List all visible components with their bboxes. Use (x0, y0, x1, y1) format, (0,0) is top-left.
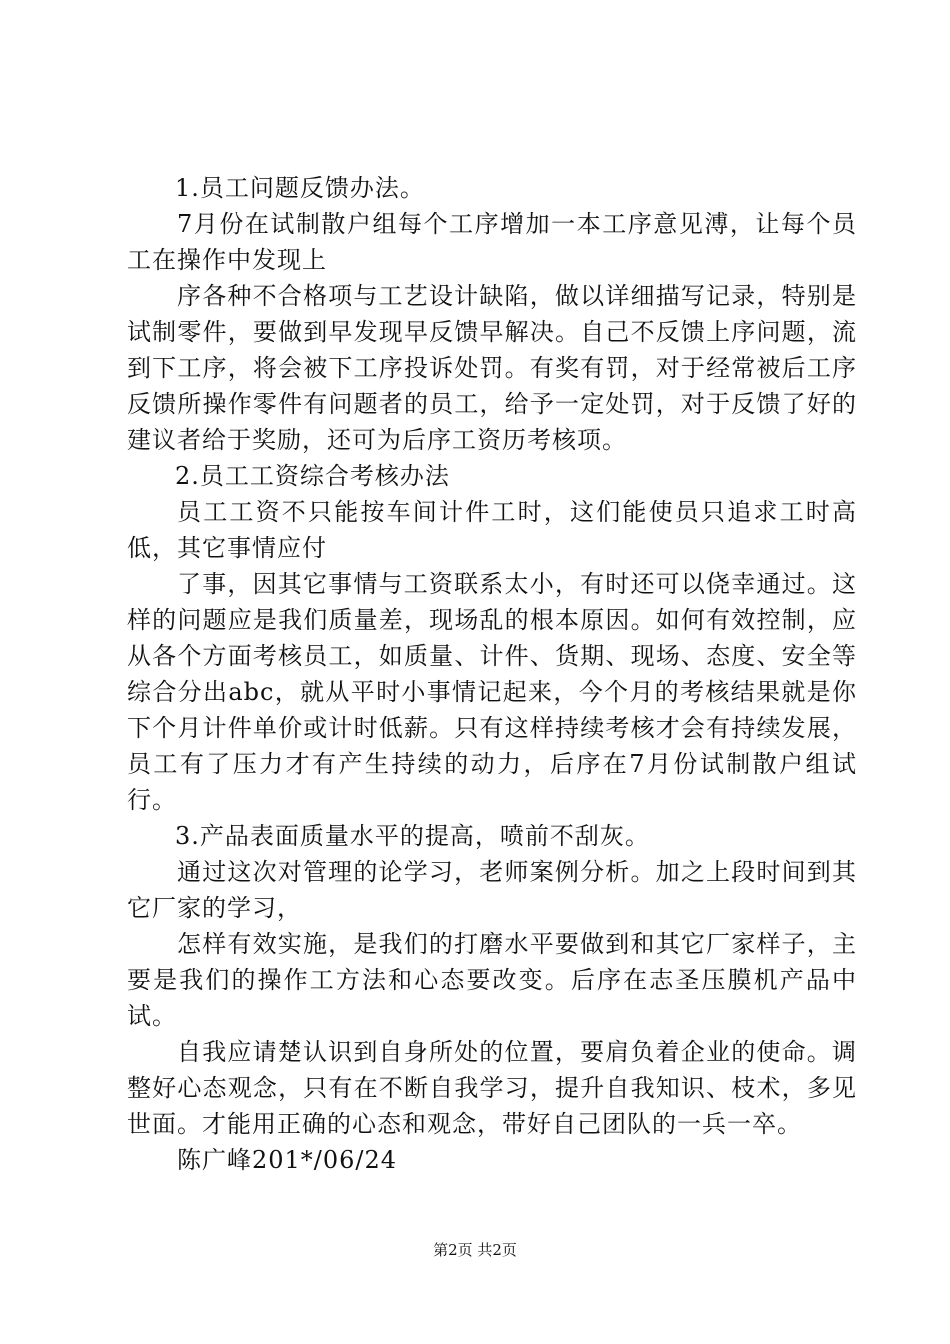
signature: 陈广峰201*/06/24 (177, 1146, 398, 1174)
page-number-footer: 第2页 共2页 (433, 1241, 517, 1259)
paragraph: 了事，因其它事情与工资联系太小，有时还可以侥幸通过。这样的问题应是我们质量差，现场乱的根本原因。如何有效控制，应从各个方面考核员工，如质量、计件、货期、现场、态度、安全等综合分出abc，就从平时小事情记起来，今个月的考核结果就是你下个月计件单价或计时低薪。只有这样持续考核才会有持续发展，员工有了压力才有产生持续的动力，后序在7月份试制散户组试行。 (127, 570, 857, 814)
paragraph: 7月份在试制散户组每个工序增加一本工序意见溥，让每个员工在操作中发现上 (127, 210, 857, 274)
paragraph: 怎样有效实施，是我们的打磨水平要做到和其它厂家样子，主要是我们的操作工方法和心态要改变。后序在志圣压膜机产品中试。 (127, 930, 857, 1030)
document-body (127, 170, 857, 1178)
section-heading-salary: 2.员工工资综合考核办法 (175, 462, 450, 490)
paragraph: 员工工资不只能按车间计件工时，这们能使员只追求工时高低，其它事情应付 (127, 498, 857, 562)
paragraph: 通过这次对管理的论学习，老师案例分析。加之上段时间到其它厂家的学习， (127, 858, 857, 922)
section-heading-surface-quality: 3.产品表面质量水平的提高，喷前不刮灰。 (175, 822, 650, 850)
paragraph: 自我应请楚认识到自身所处的位置，要肩负着企业的使命。调整好心态观念，只有在不断自我学习，提升自我知识、枝术，多见世面。才能用正确的心态和观念，带好自己团队的一兵一卒。 (127, 1038, 857, 1138)
paragraph: 序各种不合格项与工艺设计缺陷，做以详细描写记录，特别是试制零件，要做到早发现早反馈早解决。自己不反馈上序问题，流到下工序，将会被下工序投诉处罚。有奖有罚，对于经常被后工序反馈所操作零件有问题者的员工，给予一定处罚，对于反馈了好的建议者给于奖励，还可为后序工资历考核项。 (127, 282, 857, 454)
section-heading-feedback: 1.员工问题反馈办法。 (175, 174, 425, 202)
